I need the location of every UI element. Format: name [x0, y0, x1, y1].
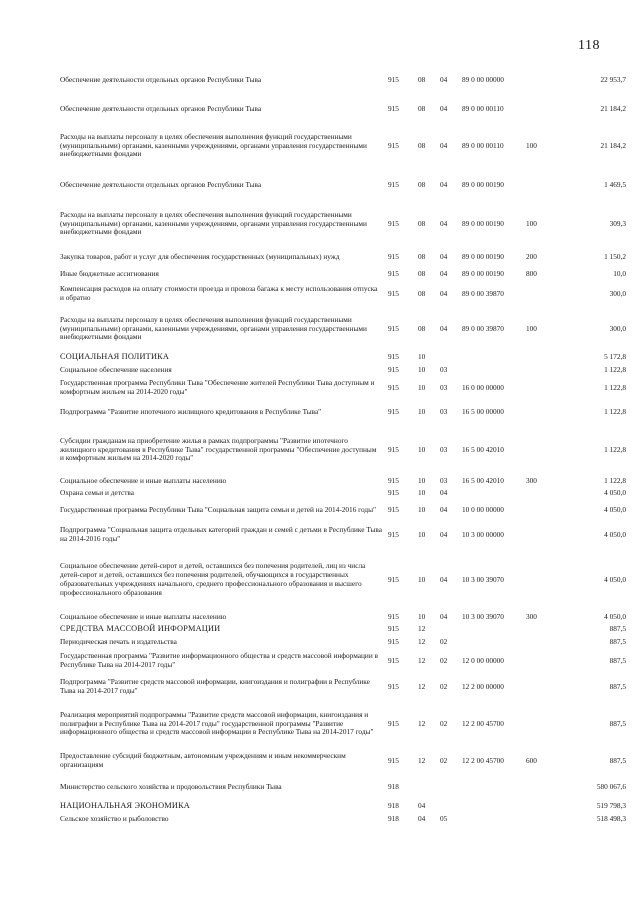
ved-code: 915 [388, 444, 399, 454]
expense-type-code [526, 168, 556, 202]
target-article-code [462, 350, 526, 364]
row-name: Социальное обеспечение и иные выплаты населению [60, 611, 227, 621]
ved-code: 918 [388, 800, 399, 810]
expense-type-code [526, 775, 556, 799]
table-row [60, 66, 626, 94]
amount: 1 122,8 [604, 475, 626, 485]
table-row [60, 701, 626, 747]
section-code: 10 [418, 574, 426, 584]
subsection-code [440, 775, 462, 799]
subsection-code: 05 [440, 813, 448, 823]
section-code: 10 [418, 406, 426, 416]
subsection-code [440, 799, 462, 813]
ved-code: 915 [388, 655, 399, 665]
section-code: 08 [418, 74, 426, 84]
expense-type-code [526, 813, 556, 825]
row-name: Министерство сельского хозяйства и продовольствия Республики Тыва [60, 781, 282, 791]
amount: 1 122,8 [604, 444, 626, 454]
section-code: 08 [418, 179, 426, 189]
amount: 887,5 [609, 655, 626, 665]
table-row [60, 775, 626, 799]
target-article-code [462, 799, 526, 813]
table-row [60, 673, 626, 701]
subsection-code: 04 [440, 103, 448, 113]
ved-code: 915 [388, 487, 399, 497]
subsection-code [440, 350, 462, 364]
section-code: 10 [418, 365, 426, 375]
subsection-code: 03 [440, 382, 448, 392]
target-article-code: 12 2 00 00000 [462, 681, 504, 691]
row-name: Обеспечение деятельности отдельных органов Республики Тыва [60, 103, 262, 113]
expense-type-code [526, 425, 556, 475]
row-name: Государственная программа "Развитие информационного общества и средств массовой информации в Республике Тыва на 2014-2017 годы" [60, 651, 378, 669]
expense-type-code [526, 364, 556, 377]
row-name: Социальное обеспечение детей-сирот и детей, оставшихся без попечения родителей, лиц из числа детей-сирот и детей, оставшихся без попечения родителей, обучающихся в государственных образовательных учреждениях начального, среднего профессионального образования и высшего профессионального образования [60, 561, 366, 597]
target-article-code: 10 3 00 39070 [462, 574, 504, 584]
ved-code: 915 [388, 365, 399, 375]
target-article-code: 89 0 00 00190 [462, 218, 504, 228]
row-name: Сельское хозяйство и рыболовство [60, 813, 169, 823]
target-article-code: 10 3 00 00000 [462, 529, 504, 539]
row-name: Расходы на выплаты персоналу в целях обеспечения выполнения функций государственными (муниципальными) органами, казенными учреждениями, органами управления государственными внебюджетными фондами [60, 209, 367, 237]
subsection-code: 03 [440, 406, 448, 416]
amount: 887,5 [609, 636, 626, 646]
ved-code: 915 [388, 323, 399, 333]
expense-type-code: 800 [526, 268, 537, 278]
amount: 518 498,3 [596, 813, 626, 823]
subsection-code: 04 [440, 487, 448, 497]
section-code: 12 [418, 681, 426, 691]
target-article-code: 16 5 00 42010 [462, 475, 504, 485]
section-code: 10 [418, 475, 426, 485]
row-name: Субсидии гражданам на приобретение жилья в рамках подпрограммы "Развитие ипотечного жилищного кредитования в Республике Тыва" государственной программы "Обеспечение доступным и комфортным жильем на 2014-2020 годы" [60, 435, 377, 463]
amount: 1 122,8 [604, 365, 626, 375]
subsection-code: 04 [440, 268, 448, 278]
row-name: Предоставление субсидий бюджетным, автономным учреждениям и иным некоммерческим организациям [60, 751, 346, 769]
table-row [60, 799, 626, 813]
section-code: 04 [418, 813, 426, 823]
table-row [60, 350, 626, 364]
amount: 10,0 [613, 268, 626, 278]
section-code: 08 [418, 218, 426, 228]
section-code: 10 [418, 351, 426, 361]
expense-type-code [526, 623, 556, 635]
subsection-code: 04 [440, 74, 448, 84]
subsection-code: 04 [440, 504, 448, 514]
section-code: 08 [418, 103, 426, 113]
ved-code: 915 [388, 268, 399, 278]
row-name: Подпрограмма "Развитие средств массовой информации, книгоиздания и полиграфии в Республике Тыва на 2014-2017 годы" [60, 677, 370, 695]
table-row [60, 399, 626, 425]
target-article-code [462, 623, 526, 635]
budget-table-body [60, 66, 626, 825]
expense-type-code [526, 487, 556, 499]
subsection-code: 04 [440, 251, 448, 261]
target-article-code: 12 2 00 45700 [462, 755, 504, 765]
target-article-code [462, 813, 526, 825]
expense-type-code: 300 [526, 475, 537, 485]
expense-type-code [526, 673, 556, 701]
target-article-code: 16 5 00 42010 [462, 444, 504, 454]
target-article-code: 89 0 00 39870 [462, 323, 504, 333]
row-name: НАЦИОНАЛЬНАЯ ЭКОНОМИКА [60, 800, 190, 810]
amount: 580 067,6 [596, 781, 626, 791]
section-code: 10 [418, 611, 426, 621]
amount: 21 184,2 [600, 140, 626, 150]
target-article-code: 89 0 00 00110 [462, 140, 504, 150]
table-row [60, 635, 626, 649]
subsection-code: 04 [440, 323, 448, 333]
table-row [60, 268, 626, 280]
target-article-code [462, 635, 526, 649]
row-name: Государственная программа Республики Тыва "Обеспечение жителей Республики Тыва доступным и комфортным жильем на 2014-2020 годы" [60, 378, 375, 396]
section-code: 10 [418, 487, 426, 497]
table-row [60, 124, 626, 168]
table-row [60, 94, 626, 124]
amount: 519 798,3 [596, 800, 626, 810]
ved-code: 915 [388, 529, 399, 539]
amount: 5 172,8 [604, 351, 626, 361]
ved-code: 915 [388, 179, 399, 189]
table-row [60, 364, 626, 377]
amount: 887,5 [609, 623, 626, 633]
subsection-code: 03 [440, 475, 448, 485]
budget-table [60, 66, 626, 825]
ved-code: 915 [388, 74, 399, 84]
expense-type-code: 100 [526, 140, 537, 150]
row-name: Охрана семьи и детства [60, 487, 134, 497]
table-row [60, 475, 626, 487]
subsection-code: 04 [440, 611, 448, 621]
target-article-code [462, 487, 526, 499]
expense-type-code [526, 94, 556, 124]
row-name: Реализация мероприятий подпрограммы "Развитие средств массовой информации, книгоиздания и полиграфии в Республике Тыва на 2014-2017 годы" государственной программы "Развитие информационного общества и средств массовой информации в Республике Тыва на 2014-2017 годы" [60, 709, 374, 737]
section-code: 10 [418, 504, 426, 514]
table-row [60, 549, 626, 611]
amount: 4 050,0 [604, 574, 626, 584]
table-row [60, 521, 626, 549]
table-row [60, 377, 626, 399]
ved-code: 915 [388, 623, 399, 633]
amount: 300,0 [609, 323, 626, 333]
table-row [60, 499, 626, 521]
section-code: 12 [418, 623, 426, 633]
target-article-code: 10 3 00 39070 [462, 611, 504, 621]
target-article-code: 89 0 00 00110 [462, 103, 504, 113]
target-article-code [462, 364, 526, 377]
subsection-code: 04 [440, 179, 448, 189]
row-name: СРЕДСТВА МАССОВОЙ ИНФОРМАЦИИ [60, 623, 221, 633]
subsection-code: 04 [440, 574, 448, 584]
subsection-code: 04 [440, 529, 448, 539]
amount: 300,0 [609, 288, 626, 298]
amount: 1 122,8 [604, 406, 626, 416]
expense-type-code [526, 499, 556, 521]
expense-type-code: 300 [526, 611, 537, 621]
row-name: Закупка товаров, работ и услуг для обеспечения государственных (муниципальных) нужд [60, 251, 340, 261]
expense-type-code: 100 [526, 218, 537, 228]
target-article-code: 89 0 00 00190 [462, 251, 504, 261]
row-name: Социальное обеспечение населения [60, 365, 172, 375]
expense-type-code: 200 [526, 251, 537, 261]
target-article-code: 89 0 00 39870 [462, 288, 504, 298]
row-name: Социальное обеспечение и иные выплаты населению [60, 475, 227, 485]
expense-type-code: 100 [526, 323, 537, 333]
expense-type-code [526, 377, 556, 399]
amount: 4 050,0 [604, 487, 626, 497]
section-code: 12 [418, 636, 426, 646]
ved-code: 915 [388, 611, 399, 621]
target-article-code [462, 775, 526, 799]
amount: 4 050,0 [604, 504, 626, 514]
table-row [60, 202, 626, 246]
expense-type-code: 600 [526, 755, 537, 765]
section-code: 10 [418, 444, 426, 454]
target-article-code: 89 0 00 00000 [462, 74, 504, 84]
row-name: Расходы на выплаты персоналу в целях обеспечения выполнения функций государственными (муниципальными) органами, казенными учреждениями, органами управления государственными внебюджетными фондами [60, 314, 367, 342]
ved-code: 915 [388, 504, 399, 514]
subsection-code: 04 [440, 218, 448, 228]
expense-type-code [526, 350, 556, 364]
amount: 1 122,8 [604, 382, 626, 392]
expense-type-code [526, 399, 556, 425]
row-name: Иные бюджетные ассигнования [60, 268, 159, 278]
target-article-code: 16 5 00 00000 [462, 406, 504, 416]
subsection-code: 02 [440, 655, 448, 665]
ved-code: 915 [388, 718, 399, 728]
row-name: Расходы на выплаты персоналу в целях обеспечения выполнения функций государственными (муниципальными) органами, казенными учреждениями, органами управления государственными внебюджетными фондами [60, 131, 367, 159]
section-code: 08 [418, 268, 426, 278]
ved-code: 915 [388, 636, 399, 646]
table-row [60, 425, 626, 475]
expense-type-code [526, 549, 556, 611]
row-name: Компенсация расходов на оплату стоимости проезда и провоза багажа к месту использования отпуска и обратно [60, 284, 378, 302]
section-code: 12 [418, 755, 426, 765]
subsection-code: 02 [440, 681, 448, 691]
row-name: СОЦИАЛЬНАЯ ПОЛИТИКА [60, 351, 170, 361]
ved-code: 915 [388, 681, 399, 691]
table-row [60, 487, 626, 499]
amount: 4 050,0 [604, 611, 626, 621]
subsection-code: 02 [440, 755, 448, 765]
expense-type-code [526, 649, 556, 673]
row-name: Периодическая печать и издательства [60, 636, 177, 646]
page-number: 118 [578, 38, 600, 53]
amount: 1 469,5 [604, 179, 626, 189]
subsection-code: 03 [440, 365, 448, 375]
section-code: 12 [418, 655, 426, 665]
table-row [60, 246, 626, 268]
section-code: 04 [418, 800, 426, 810]
subsection-code: 03 [440, 444, 448, 454]
amount: 887,5 [609, 718, 626, 728]
target-article-code: 12 2 00 45700 [462, 718, 504, 728]
row-name: Подпрограмма "Социальная защита отдельных категорий граждан и семей с детьми в Республике Тыва на 2014-2016 годы" [60, 525, 382, 543]
row-name: Обеспечение деятельности отдельных органов Республики Тыва [60, 74, 262, 84]
table-row [60, 168, 626, 202]
row-name: Государственная программа Республики Тыва "Социальная защита семьи и детей на 2014-2016 годы" [60, 504, 377, 514]
amount: 22 953,7 [600, 74, 626, 84]
section-code [418, 775, 440, 799]
amount: 1 150,2 [604, 251, 626, 261]
amount: 887,5 [609, 755, 626, 765]
table-row [60, 649, 626, 673]
table-row [60, 623, 626, 635]
expense-type-code [526, 280, 556, 308]
ved-code: 915 [388, 406, 399, 416]
table-row [60, 813, 626, 825]
ved-code: 915 [388, 382, 399, 392]
ved-code: 918 [388, 813, 399, 823]
subsection-code: 02 [440, 718, 448, 728]
row-name: Обеспечение деятельности отдельных органов Республики Тыва [60, 179, 262, 189]
target-article-code: 16 0 00 00000 [462, 382, 504, 392]
expense-type-code [526, 521, 556, 549]
ved-code: 915 [388, 475, 399, 485]
section-code: 12 [418, 718, 426, 728]
amount: 21 184,2 [600, 103, 626, 113]
section-code: 08 [418, 140, 426, 150]
ved-code: 915 [388, 755, 399, 765]
amount: 887,5 [609, 681, 626, 691]
table-row [60, 280, 626, 308]
section-code: 08 [418, 251, 426, 261]
expense-type-code [526, 701, 556, 747]
ved-code: 915 [388, 574, 399, 584]
target-article-code: 89 0 00 00190 [462, 179, 504, 189]
ved-code: 915 [388, 218, 399, 228]
ved-code: 918 [388, 781, 399, 791]
amount: 4 050,0 [604, 529, 626, 539]
target-article-code: 89 0 00 00190 [462, 268, 504, 278]
section-code: 10 [418, 529, 426, 539]
row-name: Подпрограмма "Развитие ипотечного жилищного кредитования в Республике Тыва" [60, 406, 322, 416]
ved-code: 915 [388, 351, 399, 361]
subsection-code: 04 [440, 140, 448, 150]
amount: 309,3 [609, 218, 626, 228]
target-article-code: 10 0 00 00000 [462, 504, 504, 514]
section-code: 08 [418, 323, 426, 333]
table-row [60, 747, 626, 775]
expense-type-code [526, 635, 556, 649]
ved-code: 915 [388, 103, 399, 113]
section-code: 10 [418, 382, 426, 392]
target-article-code: 12 0 00 00000 [462, 655, 504, 665]
subsection-code [440, 623, 462, 635]
ved-code: 915 [388, 251, 399, 261]
subsection-code: 04 [440, 288, 448, 298]
subsection-code: 02 [440, 636, 448, 646]
expense-type-code [526, 799, 556, 813]
section-code: 08 [418, 288, 426, 298]
expense-type-code [526, 66, 556, 94]
ved-code: 915 [388, 140, 399, 150]
ved-code: 915 [388, 288, 399, 298]
table-row [60, 611, 626, 623]
table-row [60, 308, 626, 350]
